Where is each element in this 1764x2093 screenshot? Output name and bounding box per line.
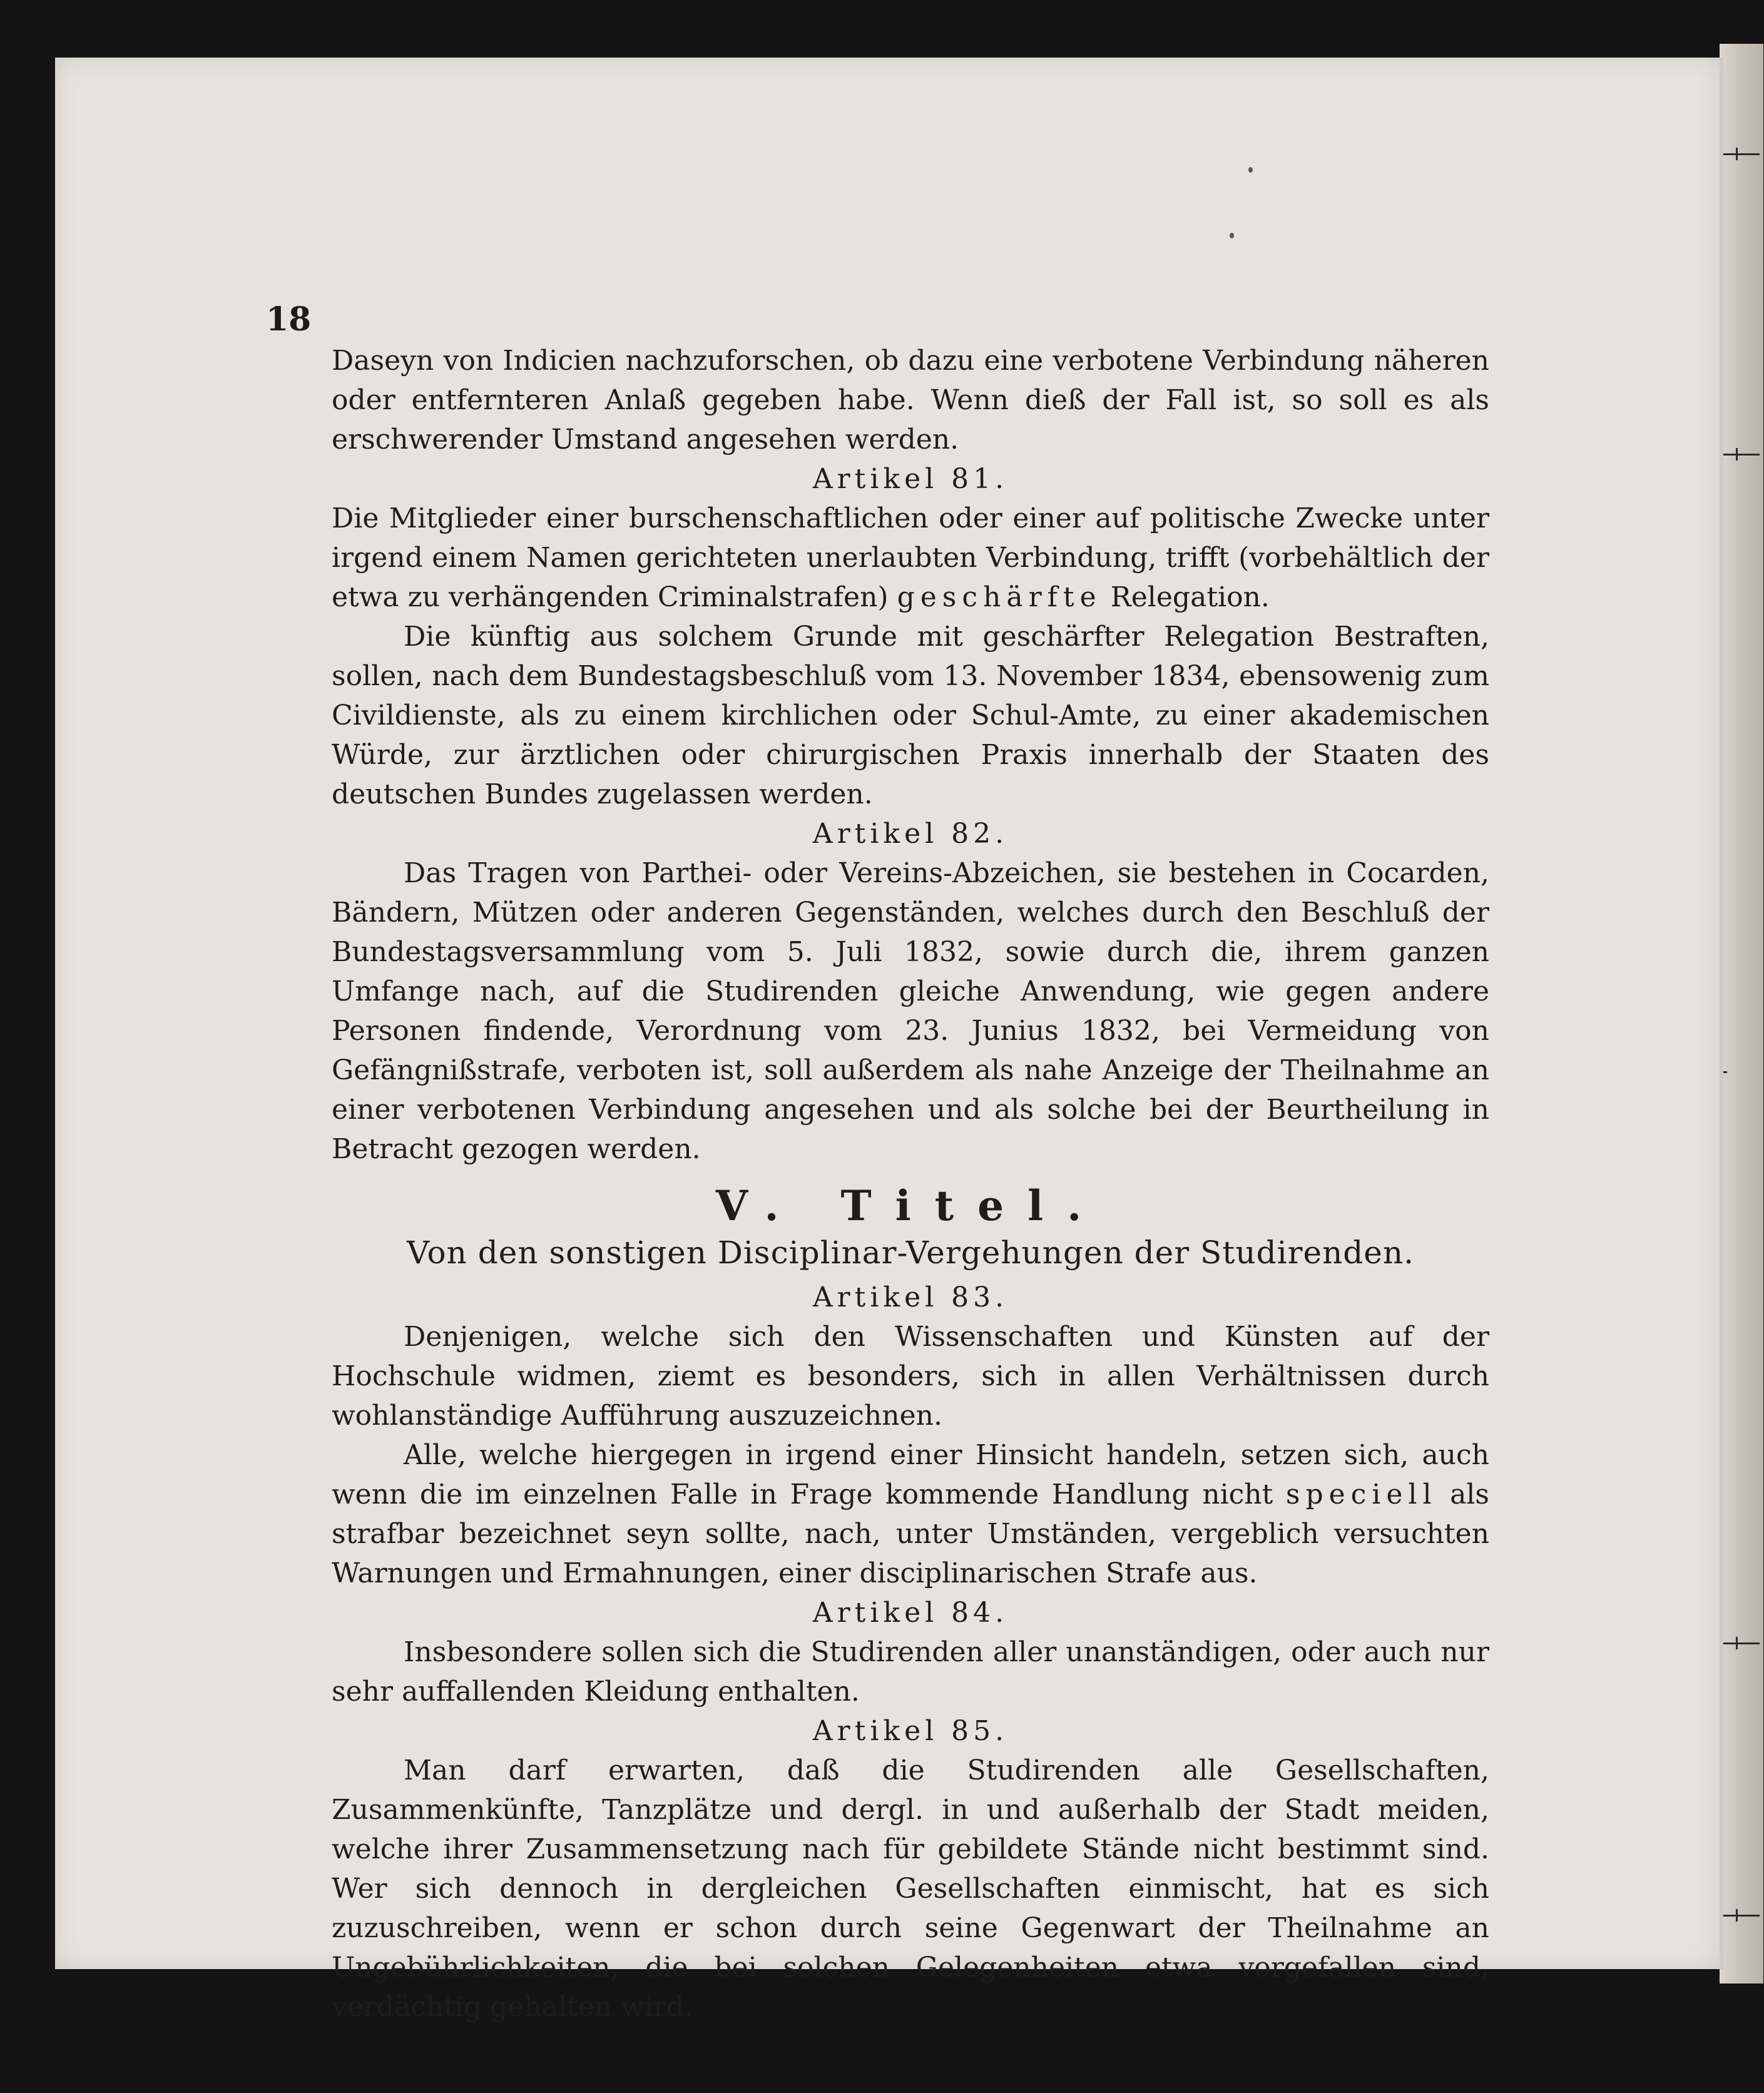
paragraph: Insbesondere sollen sich die Studirenden aller unanständigen, oder auch nur sehr auffallenden Kleidung enthalten.	[332, 1636, 1489, 1708]
body-text	[332, 341, 1489, 2027]
text-run: als strafbar bezeichnet seyn sollte, nach, unter Umständen, vergeblich versuchten Warnungen und Ermahnungen, einer disciplinarischen Strafe aus.	[332, 1479, 1489, 1589]
article-heading: Artikel 81.	[812, 463, 1009, 495]
text-run: Die Mitglieder einer burschenschaftlichen oder einer auf politische Zwecke unter irgend einem Namen gerichteten unerlaubten Verbindung, trifft (vorbehältlich der etwa zu verhängenden Criminalstrafen)	[332, 502, 1489, 613]
binding-mark	[1722, 454, 1760, 456]
text-run: Relegation.	[1110, 581, 1270, 613]
section-title: V. Titel.	[715, 1181, 1106, 1230]
article-heading: Artikel 85.	[812, 1715, 1009, 1747]
paragraph: Das Tragen von Parthei- oder Vereins-Abzeichen, sie bestehen in Cocarden, Bändern, Mützen oder anderen Gegenständen, welches durch den Beschluß der Bundestagsversammlung vom 5. Juli 1832, sowie durch die, ihrem ganzen Umfange nach, auf die Studirenden gleiche Anwendung, wie gegen andere Personen findende, Verordnung vom 23. Junius 1832, bei Vermeidung von Gefängnißstrafe, verboten ist, soll außerdem als nahe Anzeige der Theilnahme an einer verbotenen Verbindung angesehen und als solche bei der Beurtheilung in Betracht gezogen werden.	[332, 857, 1489, 1165]
paragraph: Die künftig aus solchem Grunde mit geschärfter Relegation Bestraften, sollen, nach dem Bundestagsbeschluß vom 13. November 1834, ebensowenig zum Civildienste, als zu einem kirchlichen oder Schul-Amte, zu einer akademischen Würde, zur ärztlichen oder chirurgischen Praxis innerhalb der Staaten des deutschen Bundes zugelassen werden.	[332, 621, 1489, 810]
ink-speck	[1248, 167, 1253, 173]
text-run: Alle, welche hiergegen in irgend einer Hinsicht handeln, setzen sich, auch wenn die im einzelnen Falle in Frage kommende Handlung nicht	[332, 1439, 1489, 1510]
page-number: 18	[266, 300, 312, 339]
ink-speck	[1230, 233, 1234, 238]
article-heading: Artikel 82.	[812, 818, 1009, 850]
emphasis-text: speciell	[1285, 1479, 1437, 1510]
paragraph	[332, 499, 1489, 617]
section-subtitle: Von den sonstigen Disciplinar-Vergehungen der Studirenden.	[407, 1235, 1414, 1271]
paragraph: Man darf erwarten, daß die Studirenden alle Gesellschaften, Zusammenkünfte, Tanzplätze und dergl. in und außerhalb der Stadt meiden, welche ihrer Zusammensetzung nach für gebildete Stände nicht bestimmt sind. Wer sich dennoch in dergleichen Gesellschaften einmischt, hat es sich zuzuschreiben, wenn er schon durch seine Gegenwart der Theilnahme an Ungebührlichkeiten, die bei solchen Gelegenheiten etwa vorgefallen sind, verdächtig gehalten wird.	[332, 1754, 1489, 2023]
article-heading: Artikel 84.	[812, 1597, 1009, 1629]
binding-mark	[1722, 153, 1760, 155]
emphasis-text: geschärfte	[897, 581, 1102, 613]
page-edge	[1720, 44, 1763, 1984]
paragraph: Denjenigen, welche sich den Wissenschaften und Künsten auf der Hochschule widmen, ziemt es besonders, sich in allen Verhältnissen durch wohlanständige Aufführung auszuzeichnen.	[332, 1321, 1489, 1432]
binding-mark	[1722, 1642, 1760, 1644]
paragraph: Daseyn von Indicien nachzuforschen, ob dazu eine verbotene Verbindung näheren oder entfernteren Anlaß gegeben habe. Wenn dieß der Fall ist, so soll es als erschwerender Umstand angesehen werden.	[332, 345, 1489, 456]
article-heading: Artikel 83.	[812, 1281, 1009, 1313]
paragraph	[332, 1435, 1489, 1593]
binding-mark	[1722, 1915, 1760, 1917]
